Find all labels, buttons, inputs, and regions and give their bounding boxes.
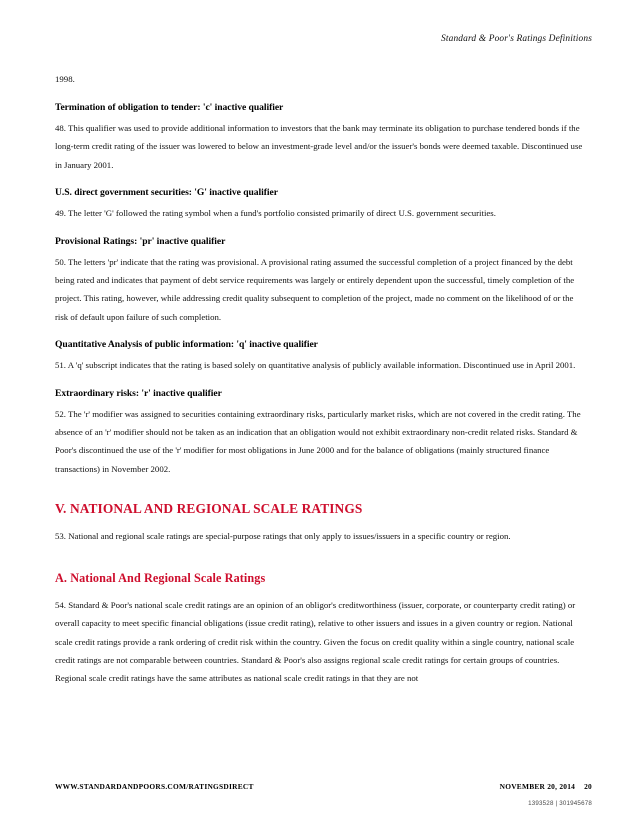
paragraph-52: 52. The 'r' modifier was assigned to securities containing extraordinary risks, particularly market risks, which are not covered in the credit rating. The absence of an 'r' modifier should not be taken as an indication that an obligation would not exhibit extraordinary non-credit related risks. Standard & Poor's discontinued the use of the 'r' modifier for most obligations in June 2000 and for the balance of obligations (mainly structured finance transactions) in November 2002. bbox=[55, 408, 581, 474]
paragraph-49: 49. The letter 'G' followed the rating symbol when a fund's portfolio consisted primarily of direct U.S. government securities. bbox=[55, 208, 496, 219]
continued-sentence: 1998. bbox=[55, 74, 75, 84]
subsection-heading-a-national-and-regional-scale-ratings: A. National And Regional Scale Ratings bbox=[55, 570, 266, 585]
section-heading-national-and-regional-scale-ratings: V. NATIONAL AND REGIONAL SCALE RATINGS bbox=[55, 501, 363, 517]
subheading-termination-of-obligation: Termination of obligation to tender: 'c' inactive qualifier bbox=[55, 102, 284, 113]
paragraph-54: 54. Standard & Poor's national scale credit ratings are an opinion of an obligor's creditworthiness (issuer, corporate, or counterparty credit rating) or overall capacity to meet specific financial obligations (issue credit rating), relative to other issuers and issues in a given country or region. National scale credit ratings provide a rank ordering of credit risk within the country. Given the focus on credit quality within a single country, national scale credit ratings are not comparable between countries. Standard & Poor's also assigns regional scale credit ratings for certain groups of countries. Regional scale credit ratings have the same attributes as national scale credit ratings in that they are not bbox=[55, 599, 576, 684]
subheading-extraordinary-risks: Extraordinary risks: 'r' inactive qualifier bbox=[55, 387, 222, 399]
page-content bbox=[55, 70, 588, 688]
document-id: 1393528 | 301945678 bbox=[528, 800, 592, 807]
paragraph-50: 50. The letters 'pr' indicate that the rating was provisional. A provisional rating assumed the successful completion of a project financed by the debt being rated and indicates that payment of debt service requirements was largely or entirely dependent upon the successful, timely completion of the project. This rating, however, while addressing credit quality subsequent to completion of the project, made no comment on the likelihood of or the risk of default upon failure of such completion. bbox=[55, 256, 575, 322]
running-header-title: Standard & Poor's Ratings Definitions bbox=[441, 34, 592, 44]
footer-website-link[interactable]: WWW.STANDARDANDPOORS.COM/RATINGSDIRECT bbox=[55, 782, 254, 791]
page-footer bbox=[55, 782, 592, 791]
footer-meta bbox=[500, 782, 592, 791]
footer-page-number: 20 bbox=[584, 782, 592, 791]
footer-date: NOVEMBER 20, 2014 bbox=[499, 782, 576, 791]
subheading-us-direct-government-securities: U.S. direct government securities: 'G' inactive qualifier bbox=[55, 187, 278, 199]
subheading-provisional-ratings: Provisional Ratings: 'pr' inactive qualifier bbox=[55, 235, 226, 247]
paragraph-51: 51. A 'q' subscript indicates that the rating is based solely on quantitative analysis of publicly available information. Discontinued use in April 2001. bbox=[55, 360, 576, 371]
paragraph-48: 48. This qualifier was used to provide additional information to investors that the bank may terminate its obligation to purchase tendered bonds if the long-term credit rating of the issuer was lowered to below an investment-grade level and/or the issuer's bonds were deemed taxable. Discontinued use in January 2001. bbox=[55, 123, 583, 170]
subheading-quantitative-analysis: Quantitative Analysis of public information: 'q' inactive qualifier bbox=[55, 339, 318, 351]
paragraph-53: 53. National and regional scale ratings are special-purpose ratings that only apply to issues/issuers in a specific country or region. bbox=[55, 531, 511, 542]
